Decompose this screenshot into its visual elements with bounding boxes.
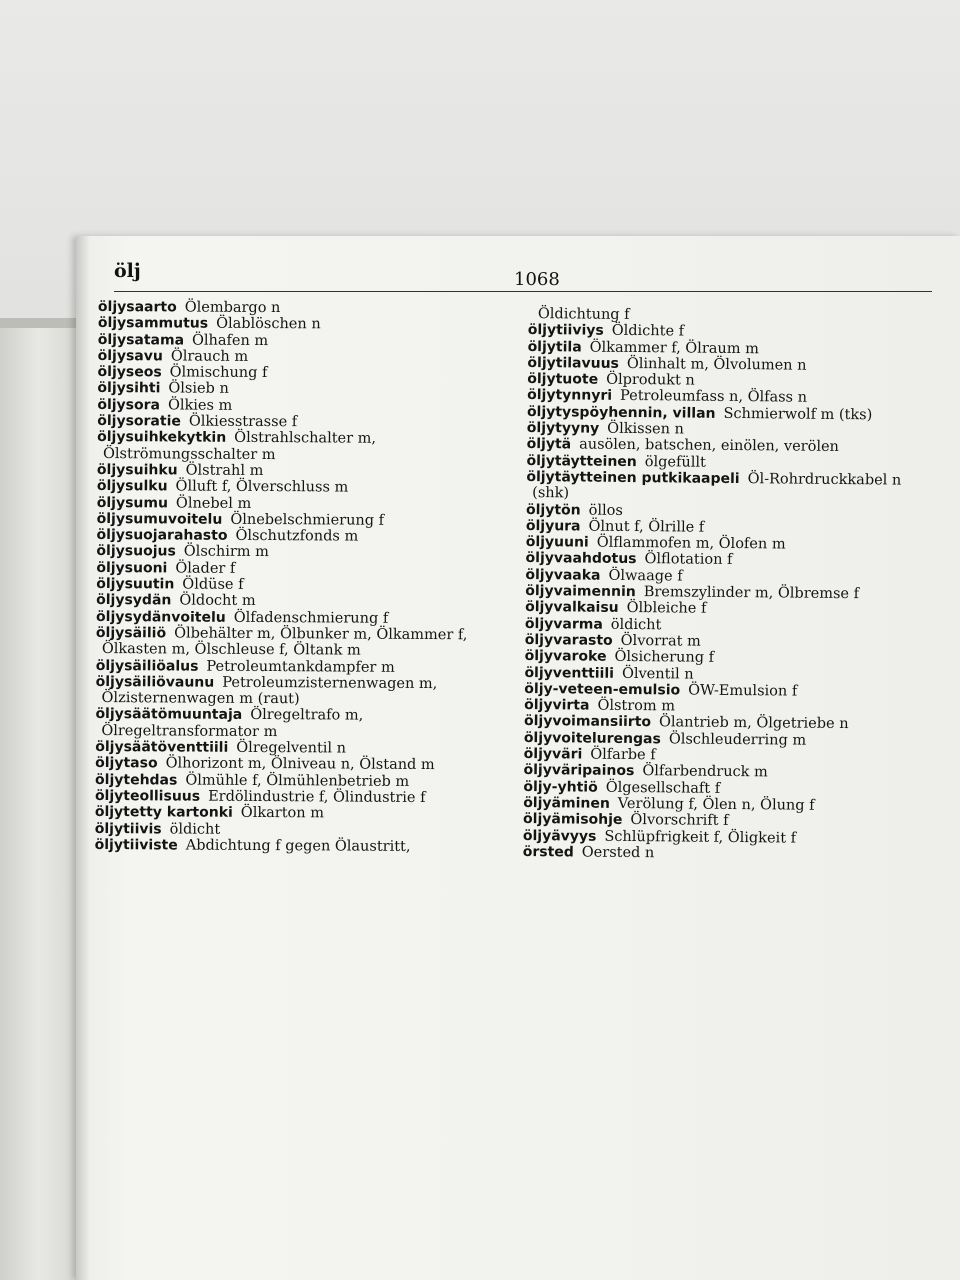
- entry-translation: Ölflammofen m, Ölofen m: [596, 534, 786, 553]
- entry-translation: Ölembargo n: [184, 299, 281, 317]
- entry-headword: öljytetty kartonki: [94, 804, 233, 822]
- entry-headword: öljyäminen: [523, 794, 610, 812]
- entry-translation: Ölfarbendruck m: [642, 763, 768, 781]
- entry-translation: Ölschirm m: [183, 543, 269, 561]
- entry-headword: öljysuihku: [96, 461, 178, 479]
- entry-translation: Ölhafen m: [191, 332, 269, 349]
- entry-translation: Ölhorizont m, Ölniveau n, Ölstand m: [165, 755, 435, 774]
- entry-headword: öljysuojus: [96, 543, 176, 560]
- page-number: 1068: [514, 269, 560, 290]
- entry-headword: öljysumuvoitelu: [96, 510, 223, 528]
- entry-headword: öljytiiviys: [527, 322, 604, 340]
- entry-headword: öljyura: [525, 517, 581, 535]
- entry-translation: Ölbleiche f: [626, 600, 707, 618]
- entry-translation: Öldichte f: [611, 323, 685, 340]
- header-rule: [114, 291, 932, 292]
- entry-headword: öljyvoimansiirto: [523, 713, 652, 731]
- entry-translation: Ölnut f, Ölrille f: [588, 518, 705, 536]
- entry-translation: Ölschutzfonds m: [235, 528, 359, 545]
- entry-headword: öljytyyny: [526, 420, 600, 437]
- entry-headword: öljysäätömuuntaja: [95, 706, 243, 724]
- entry-translation: ausölen, batschen, einölen, verölen: [579, 436, 839, 456]
- entry-headword: öljyvoitelurengas: [523, 729, 661, 748]
- entry-translation: Ölkiesstrasse f: [188, 413, 298, 431]
- entry-translation: Öl-Rohrdruckkabel n: [747, 471, 902, 489]
- entry-headword: öljysäiliöalus: [95, 657, 199, 675]
- entry-headword: öljyventtiili: [524, 664, 615, 682]
- entry-headword: öljyvirta: [524, 697, 590, 714]
- entry-translation: Ölregelventil n: [236, 739, 347, 757]
- entry-translation: Ölrauch m: [170, 348, 249, 365]
- entry-continuation: Ölregeltransformator m: [101, 722, 278, 740]
- entry-translation: Ölkammer f, Ölraum m: [589, 339, 759, 357]
- entry-translation: Verölung f, Ölen n, Ölung f: [617, 795, 815, 814]
- entry-translation: Ölkissen n: [607, 420, 684, 438]
- entry-translation: Ölvorrat m: [620, 632, 701, 650]
- entry-translation: Ölschleuderring m: [668, 731, 807, 749]
- entry-headword: öljyväri: [523, 745, 583, 763]
- entry-headword: öljyvaimennin: [525, 583, 636, 601]
- entry-translation: Ölfarbe f: [590, 746, 656, 764]
- entry-headword: öljytiiviste: [94, 836, 178, 854]
- entry-translation: Ölbehälter m, Ölbunker m, Ölkammer f,: [174, 625, 468, 644]
- entry-headword: örsted: [522, 843, 574, 861]
- entry-continuation: Ölkasten m, Ölschleuse f, Öltank m: [101, 641, 361, 659]
- entry-translation: öllos: [588, 502, 623, 519]
- entry-headword: öljytila: [527, 338, 582, 356]
- entry-translation: Ölstrom m: [597, 697, 676, 715]
- entry-translation: Petroleumzisternenwagen m,: [222, 674, 438, 692]
- entry-headword: öljytyspöyhennin, villan: [526, 403, 716, 422]
- dictionary-entry: [95, 837, 515, 856]
- entry-headword: öljysulku: [96, 478, 168, 495]
- entry-headword: öljytäytteinen putkikaapeli: [526, 468, 740, 488]
- entry-headword: öljysaarto: [97, 299, 177, 316]
- entry-translation: Ölsieb n: [168, 380, 229, 398]
- entry-continuation: Öldichtung f: [537, 306, 630, 323]
- entry-translation: Öldüse f: [182, 576, 244, 593]
- entry-translation: Öldocht m: [179, 592, 256, 610]
- entry-translation: Ölflotation f: [644, 551, 733, 569]
- entry-translation: Ölluft f, Ölverschluss m: [175, 478, 349, 496]
- entry-translation: Ölnebelschmierung f: [230, 511, 385, 529]
- entry-translation: Ölstrahl m: [185, 462, 264, 479]
- entry-translation: Petroleumfass n, Ölfass n: [619, 388, 808, 407]
- entry-translation: Ölventil n: [621, 665, 694, 683]
- entry-headword: öljyvarma: [524, 615, 603, 633]
- entry-headword: öljysammutus: [97, 315, 209, 332]
- entry-translation: Abdichtung f gegen Ölaustritt,: [185, 837, 411, 855]
- entry-headword: öljysuihkekytkin: [97, 429, 227, 447]
- entry-headword: öljyseos: [97, 364, 162, 381]
- entry-headword: öljytynnyri: [527, 387, 613, 405]
- entry-headword: öljysumu: [96, 494, 169, 511]
- entry-headword: öljysuojarahasto: [96, 527, 228, 544]
- entry-translation: Ölregeltrafo m,: [250, 707, 364, 725]
- dictionary-page: [76, 236, 960, 1280]
- entry-continuation: Ölströmungsschalter m: [103, 445, 276, 463]
- entry-translation: Erdölindustrie f, Ölindustrie f: [208, 788, 426, 806]
- entry-headword: öljysäätöventtiili: [95, 739, 229, 756]
- entry-continuation: (shk): [532, 485, 570, 502]
- entry-headword: öljytä: [526, 436, 572, 453]
- entry-headword: öljyvaaka: [525, 566, 601, 584]
- dictionary-entry: [523, 844, 943, 864]
- page-spine-shadow: [76, 236, 90, 1280]
- entry-translation: Ölvorschrift f: [630, 812, 729, 830]
- entry-translation: Ölkarton m: [240, 805, 325, 822]
- entry-translation: Ölsicherung f: [614, 649, 715, 667]
- entry-headword: öljytiivis: [94, 820, 162, 837]
- entry-headword: öljyvaahdotus: [525, 550, 637, 568]
- entry-translation: Ölinhalt m, Ölvolumen n: [626, 355, 807, 374]
- entry-headword: öljyvarasto: [524, 631, 613, 649]
- entry-headword: öljyuuni: [525, 534, 589, 551]
- entry-headword: öljytuote: [527, 371, 599, 388]
- entry-headword: öljy-yhtiö: [523, 778, 598, 796]
- entry-translation: Ölfadenschmierung f: [233, 609, 389, 627]
- entry-translation: Ölantrieb m, Ölgetriebe n: [658, 714, 849, 733]
- entry-translation: Petroleumtankdampfer m: [206, 658, 395, 676]
- entry-headword: öljysäiliö: [95, 624, 167, 642]
- entry-translation: öldicht: [169, 820, 221, 838]
- entry-headword: öljysihti: [97, 380, 161, 397]
- entry-translation: Schmierwolf m (tks): [723, 405, 873, 424]
- book-stack-edge: [0, 318, 76, 1280]
- entry-translation: Ölwaage f: [608, 567, 683, 585]
- entry-headword: öljysuutin: [96, 576, 175, 593]
- entry-headword: öljysäiliövaunu: [95, 673, 215, 691]
- entry-headword: öljytön: [525, 501, 581, 519]
- entry-translation: Ölablöschen n: [216, 316, 321, 333]
- entry-translation: Ölstrahlschalter m,: [234, 430, 377, 448]
- book-stack-shadow: [0, 318, 76, 328]
- entry-headword: öljysavu: [97, 347, 163, 365]
- entry-headword: öljysydänvoitelu: [96, 608, 226, 626]
- entry-headword: öljysydän: [96, 592, 172, 609]
- entry-headword: öljyämisohje: [522, 811, 623, 829]
- entry-continuation: Ölzisternenwagen m (raut): [101, 690, 300, 708]
- entry-headword: öljytehdas: [95, 771, 178, 789]
- entry-headword: öljyteollisuus: [94, 787, 201, 805]
- entry-headword: öljytaso: [95, 755, 158, 772]
- entry-translation: öldicht: [610, 616, 662, 633]
- entry-translation: Ölader f: [175, 560, 236, 577]
- entry-translation: Oersted n: [581, 844, 655, 862]
- entry-translation: Ölmühle f, Ölmühlenbetrieb m: [185, 772, 410, 790]
- entry-translation: Ölmischung f: [169, 364, 268, 382]
- entry-headword: öljysuoni: [96, 559, 168, 577]
- entry-translation: Bremszylinder m, Ölbremse f: [643, 584, 860, 603]
- entry-headword: öljytilavuus: [527, 354, 620, 372]
- entry-translation: ölgefüllt: [644, 453, 706, 471]
- entry-translation: Ölgesellschaft f: [605, 779, 721, 797]
- entry-headword: öljyvalkaisu: [525, 599, 619, 617]
- entry-headword: öljysora: [97, 396, 161, 414]
- right-column: [523, 306, 948, 864]
- entry-headword: öljy-veteen-emulsio: [524, 680, 681, 699]
- entry-headword: öljytäytteinen: [526, 452, 637, 470]
- entry-translation: Ölnebel m: [175, 495, 252, 512]
- entry-headword: öljyävyys: [522, 827, 597, 845]
- entry-headword: öljysatama: [97, 331, 185, 349]
- entry-headword: öljyväripainos: [523, 762, 635, 780]
- entry-translation: Ölkies m: [167, 397, 233, 414]
- running-head: ölj: [114, 260, 141, 282]
- left-column: [95, 299, 518, 856]
- entry-headword: öljyvaroke: [524, 648, 607, 666]
- entry-translation: Schlüpfrigkeit f, Öligkeit f: [604, 828, 797, 847]
- entry-translation: Ölprodukt n: [606, 371, 695, 389]
- entry-headword: öljysoratie: [97, 413, 181, 430]
- entry-translation: ÖW-Emulsion f: [688, 682, 798, 700]
